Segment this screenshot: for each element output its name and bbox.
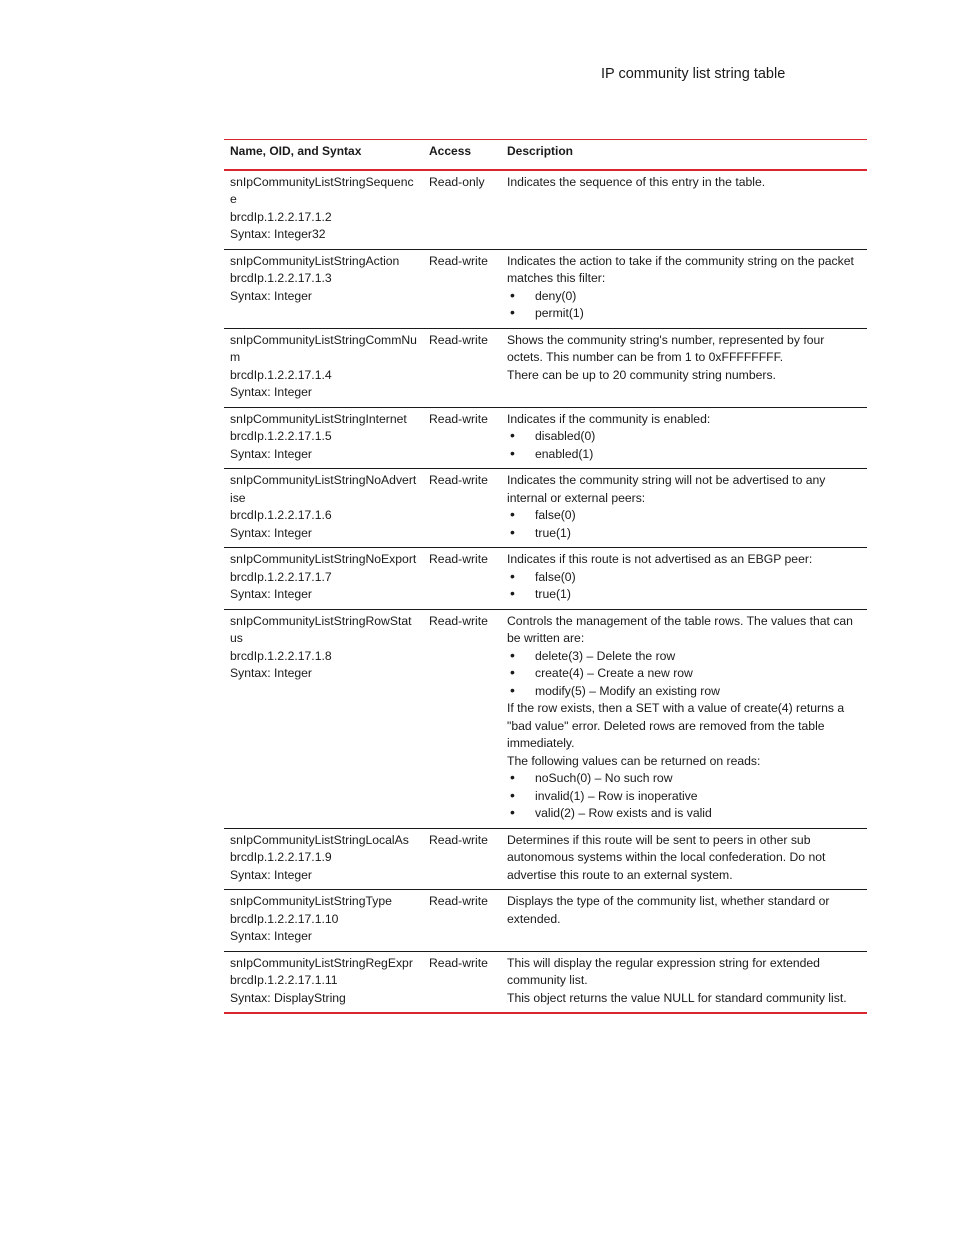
object-oid: brcdIp.1.2.2.17.1.8 bbox=[230, 648, 332, 663]
access-cell: Read-write bbox=[429, 894, 488, 908]
object-syntax: Syntax: Integer32 bbox=[230, 227, 326, 241]
description-paragraph: Shows the community string's number, represented by four octets. This number can be from 1 to 0xFFFFFFFF. bbox=[507, 332, 825, 364]
description-cell bbox=[501, 828, 867, 890]
description-paragraph: This will display the regular expression string for extended community list. bbox=[507, 955, 820, 987]
object-oid: brcdIp.1.2.2.17.1.2 bbox=[230, 209, 332, 224]
access-cell: Read-only bbox=[429, 174, 485, 189]
object-cell bbox=[224, 469, 423, 548]
column-header-name: Name, OID, and Syntax bbox=[230, 144, 362, 158]
value-list bbox=[507, 770, 861, 823]
object-oid: brcdIp.1.2.2.17.1.10 bbox=[230, 911, 339, 926]
table-row bbox=[224, 469, 867, 548]
value-list bbox=[507, 569, 861, 604]
object-name: snIpCommunityListStringLocalAs bbox=[230, 832, 409, 847]
description-cell bbox=[501, 548, 867, 610]
object-cell bbox=[224, 828, 423, 890]
object-name: snIpCommunityListStringNoAdvertise bbox=[230, 473, 417, 505]
table-header-row bbox=[224, 140, 867, 170]
value-list bbox=[507, 428, 861, 463]
description-paragraph: Indicates the sequence of this entry in the table. bbox=[507, 174, 766, 189]
description-cell bbox=[501, 407, 867, 469]
description-paragraph: This object returns the value NULL for standard community list. bbox=[507, 990, 847, 1005]
description-paragraph: Controls the management of the table rows. The values that can be written are: bbox=[507, 613, 853, 645]
table-row bbox=[224, 951, 867, 1013]
table-row bbox=[224, 170, 867, 250]
object-name: snIpCommunityListStringCommNum bbox=[230, 332, 417, 364]
value-list-item: • true(1) bbox=[507, 586, 861, 604]
value-list-item: • true(1) bbox=[507, 525, 861, 543]
object-syntax: Syntax: DisplayString bbox=[230, 990, 346, 1005]
object-cell bbox=[224, 951, 423, 1013]
table-row bbox=[224, 609, 867, 828]
value-list-item: • enabled(1) bbox=[507, 446, 861, 464]
description-cell bbox=[501, 328, 867, 407]
description-paragraph: Indicates the community string will not be advertised to any internal or external peers: bbox=[507, 473, 826, 505]
object-syntax: Syntax: Integer bbox=[230, 385, 312, 399]
value-list-item: • disabled(0) bbox=[507, 428, 861, 446]
description-cell bbox=[501, 170, 867, 250]
object-cell bbox=[224, 407, 423, 469]
object-name: snIpCommunityListStringSequence bbox=[230, 174, 414, 206]
access-cell: Read-write bbox=[429, 332, 488, 347]
value-list-item: • delete(3) – Delete the row bbox=[507, 648, 861, 666]
table-row bbox=[224, 249, 867, 328]
object-syntax: Syntax: Integer bbox=[230, 587, 312, 601]
object-oid: brcdIp.1.2.2.17.1.5 bbox=[230, 429, 332, 443]
description-cell bbox=[501, 249, 867, 328]
object-oid: brcdIp.1.2.2.17.1.3 bbox=[230, 271, 332, 285]
access-cell: Read-write bbox=[429, 552, 488, 566]
table-row bbox=[224, 548, 867, 610]
object-syntax: Syntax: Integer bbox=[230, 288, 312, 303]
value-list-item: • permit(1) bbox=[507, 305, 861, 323]
description-paragraph: There can be up to 20 community string numbers. bbox=[507, 367, 776, 382]
object-name: snIpCommunityListStringRegExpr bbox=[230, 955, 413, 970]
access-cell: Read-write bbox=[429, 253, 488, 268]
access-cell: Read-write bbox=[429, 411, 488, 426]
mib-object-table bbox=[224, 139, 867, 1014]
object-name: snIpCommunityListStringType bbox=[230, 894, 392, 908]
access-cell: Read-write bbox=[429, 832, 488, 847]
access-cell: Read-write bbox=[429, 955, 488, 970]
object-oid: brcdIp.1.2.2.17.1.11 bbox=[230, 973, 338, 987]
object-syntax: Syntax: Integer bbox=[230, 867, 312, 882]
value-list-item: • valid(2) – Row exists and is valid bbox=[507, 805, 861, 823]
object-oid: brcdIp.1.2.2.17.1.4 bbox=[230, 367, 332, 382]
table-row bbox=[224, 828, 867, 890]
value-list-item: • noSuch(0) – No such row bbox=[507, 770, 861, 788]
object-syntax: Syntax: Integer bbox=[230, 446, 312, 461]
table-row bbox=[224, 328, 867, 407]
description-paragraph: Indicates the action to take if the community string on the packet matches this filter: bbox=[507, 253, 854, 285]
object-cell bbox=[224, 170, 423, 250]
value-list-item: • false(0) bbox=[507, 569, 861, 587]
description-paragraph: The following values can be returned on reads: bbox=[507, 753, 761, 768]
object-oid: brcdIp.1.2.2.17.1.7 bbox=[230, 569, 332, 584]
object-syntax: Syntax: Integer bbox=[230, 525, 312, 540]
value-list bbox=[507, 288, 861, 323]
object-syntax: Syntax: Integer bbox=[230, 929, 312, 943]
description-cell bbox=[501, 951, 867, 1013]
object-name: snIpCommunityListStringAction bbox=[230, 253, 400, 268]
table-row bbox=[224, 407, 867, 469]
value-list-item: • false(0) bbox=[507, 507, 861, 525]
value-list bbox=[507, 507, 861, 542]
page-header-title: IP community list string table bbox=[601, 66, 786, 82]
object-cell bbox=[224, 548, 423, 610]
access-cell: Read-write bbox=[429, 613, 488, 628]
table-body bbox=[224, 170, 867, 1014]
table-row bbox=[224, 890, 867, 952]
value-list-item: • modify(5) – Modify an existing row bbox=[507, 683, 861, 701]
object-cell bbox=[224, 609, 423, 828]
access-cell: Read-write bbox=[429, 473, 488, 487]
object-oid: brcdIp.1.2.2.17.1.9 bbox=[230, 850, 332, 864]
object-cell bbox=[224, 890, 423, 952]
description-cell bbox=[501, 469, 867, 548]
value-list-item: • invalid(1) – Row is inoperative bbox=[507, 788, 861, 806]
description-paragraph: Displays the type of the community list, whether standard or extended. bbox=[507, 894, 830, 926]
description-paragraph: Determines if this route will be sent to peers in other sub autonomous systems within the local confederation. Do not advertise this route to an external system. bbox=[507, 832, 826, 882]
column-header-description: Description bbox=[507, 144, 574, 158]
column-header-access: Access bbox=[429, 144, 472, 158]
description-paragraph: Indicates if the community is enabled: bbox=[507, 411, 711, 426]
value-list-item: • create(4) – Create a new row bbox=[507, 665, 861, 683]
object-cell bbox=[224, 328, 423, 407]
object-name: snIpCommunityListStringInternet bbox=[230, 411, 407, 426]
description-paragraph: If the row exists, then a SET with a value of create(4) returns a "bad value" error. Deleted rows are removed from the table immediately. bbox=[507, 701, 845, 750]
value-list-item: • deny(0) bbox=[507, 288, 861, 306]
description-cell bbox=[501, 890, 867, 952]
object-syntax: Syntax: Integer bbox=[230, 666, 312, 680]
object-oid: brcdIp.1.2.2.17.1.6 bbox=[230, 508, 332, 522]
object-name: snIpCommunityListStringRowStatus bbox=[230, 613, 412, 645]
object-cell bbox=[224, 249, 423, 328]
description-cell bbox=[501, 609, 867, 828]
value-list bbox=[507, 648, 861, 701]
object-name: snIpCommunityListStringNoExport bbox=[230, 552, 417, 566]
description-paragraph: Indicates if this route is not advertised as an EBGP peer: bbox=[507, 552, 813, 566]
